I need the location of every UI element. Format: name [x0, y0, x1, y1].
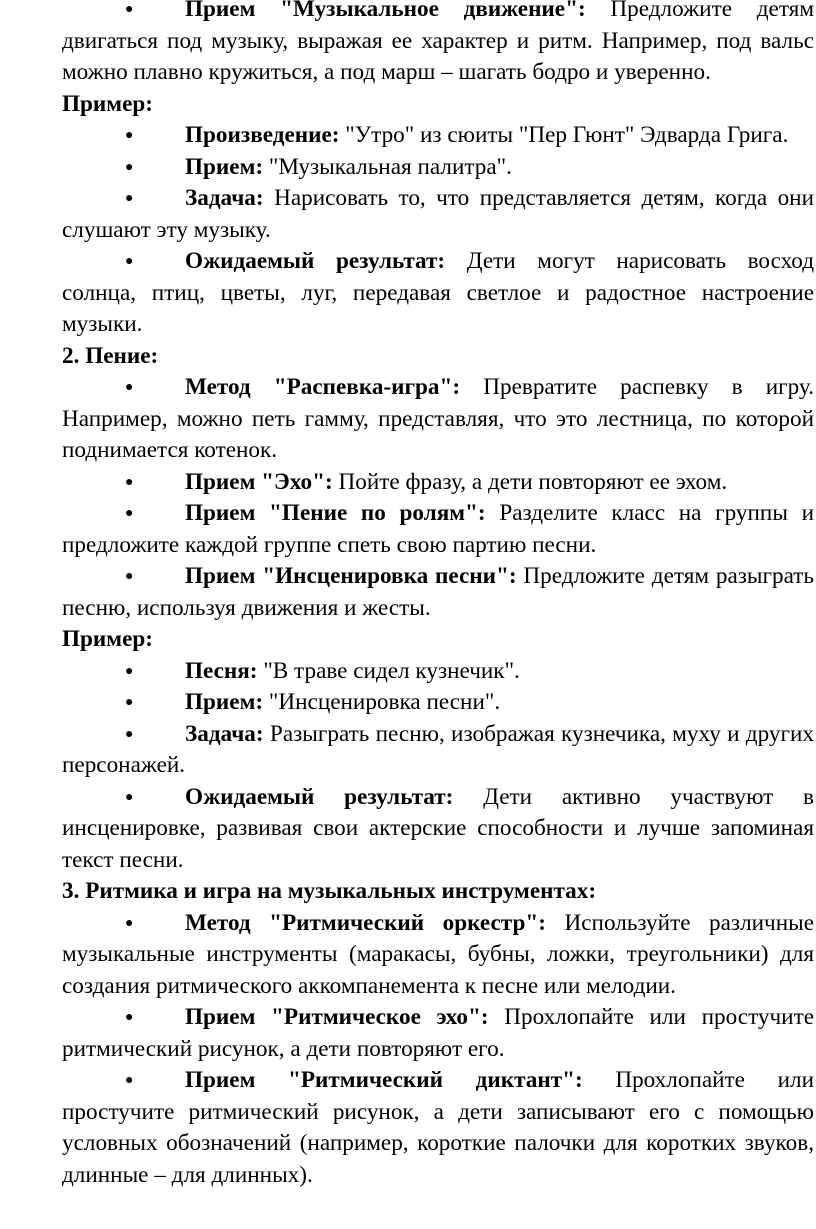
section-heading: 3. Ритмика и игра на музыкальных инструментах: [62, 878, 597, 904]
list-item [62, 561, 814, 624]
list-item-label: Песня: [185, 657, 258, 684]
bullet-icon: ● [125, 1073, 134, 1088]
bullet-icon: ● [125, 474, 134, 490]
list-item-text: "Инсценировка песни". [263, 689, 501, 715]
list-item [62, 687, 814, 719]
list-item [62, 372, 814, 467]
list-item [62, 782, 814, 877]
section-heading: 2. Пение: [62, 342, 159, 369]
bullet-icon: ● [125, 128, 134, 143]
list-item-text: Дети могут нарисовать восход солнца, птиц, цветы, луг, передавая светлое и радостное настроение музыки. [62, 248, 814, 337]
list-item-text: Прохлопайте или простучите ритмический рисунок, а дети повторяют его. [62, 1004, 814, 1062]
bullet-icon: ● [125, 1010, 134, 1025]
bullet-icon: ● [125, 159, 134, 175]
list-item-text: Дети активно участвуют в инсценировке, развивая свои актерские способности и лучше запоминая текст песни. [62, 783, 814, 873]
list-item [62, 246, 814, 341]
list-item-text: "В траве сидел кузнечик". [257, 657, 520, 684]
list-item-text: Разделите класс на группы и предложите каждой группе спеть свою партию песни. [62, 500, 814, 558]
bullet-icon: ● [125, 191, 134, 206]
bullet-icon: ● [125, 789, 134, 805]
list-item-label: Задача: [185, 720, 264, 747]
list-item [62, 467, 814, 499]
list-item [62, 498, 814, 561]
list-item-label: Прием "Инсценировка песни": [185, 563, 517, 589]
list-item-label: Прием: [185, 153, 264, 180]
bullet-icon: ● [125, 506, 134, 521]
list-item [62, 0, 814, 89]
bullet-icon: ● [125, 663, 134, 679]
list-item-text: Нарисовать то, что представляется детям, когда они слушают эту музыку. [62, 185, 814, 243]
list-item-label: Метод "Распевка-игра": [185, 374, 461, 400]
list-item [62, 1002, 814, 1065]
list-item-label: Прием "Пение по ролям": [185, 500, 486, 526]
list-item-label: Прием "Ритмическое эхо": [185, 1004, 489, 1030]
list-item-text: "Утро" из сюиты "Пер Гюнт" Эдварда Грига. [339, 122, 789, 148]
bullet-icon: ● [125, 380, 134, 395]
bullet-icon: ● [125, 915, 134, 931]
bullet-icon: ● [125, 726, 134, 742]
list-item-label: Прием "Музыкальное движение": [185, 0, 586, 22]
section-heading: Пример: [62, 626, 153, 652]
list-item-label: Ожидаемый результат: [185, 783, 454, 810]
list-item [62, 656, 814, 688]
list-item-label: Метод "Ритмический оркестр": [185, 909, 546, 936]
list-item-text: Прохлопайте или простучите ритмический рисунок, а дети записывают его с помощью условных обозначений (например, короткие палочки для коротких звуков, длинные – для длинных). [62, 1067, 814, 1188]
bullet-icon: ● [125, 2, 134, 17]
list-item [62, 152, 814, 184]
bullet-icon: ● [125, 695, 134, 710]
section-heading: Пример: [62, 90, 153, 117]
list-item-text: Превратите распевку в игру. Например, можно петь гамму, представляя, что это лестница, по которой поднимается котенок. [62, 374, 814, 463]
list-item-text: "Музыкальная палитра". [263, 153, 512, 180]
list-item [62, 183, 814, 246]
list-item-label: Прием "Ритмический диктант": [185, 1067, 583, 1093]
bullet-icon: ● [125, 254, 134, 269]
list-item-text: Разыграть песню, изображая кузнечика, муху и других персонажей. [62, 720, 814, 778]
list-item-text: Пойте фразу, а дети повторяют ее эхом. [332, 468, 728, 495]
list-item-label: Прием "Эхо": [185, 468, 333, 495]
list-item-label: Задача: [185, 185, 264, 211]
list-item-text: Используйте различные музыкальные инструменты (маракасы, бубны, ложки, треугольники) для создания ритмического аккомпанемента к песне или мелодии. [62, 909, 814, 999]
bullet-icon: ● [125, 569, 134, 584]
list-item-label: Произведение: [185, 122, 340, 148]
list-item [62, 908, 814, 1003]
list-item-label: Прием: [185, 689, 264, 715]
list-item-label: Ожидаемый результат: [185, 248, 446, 274]
list-item [62, 1065, 814, 1191]
list-item [62, 719, 814, 782]
list-item-text: Предложите детям разыграть песню, используя движения и жесты. [62, 563, 815, 621]
list-item-text: Предложите детям двигаться под музыку, выражая ее характер и ритм. Например, под вальс можно плавно кружиться, а под марш – шагать бодро и уверенно. [62, 0, 814, 85]
list-item [62, 120, 814, 152]
document-page [62, 0, 814, 1191]
